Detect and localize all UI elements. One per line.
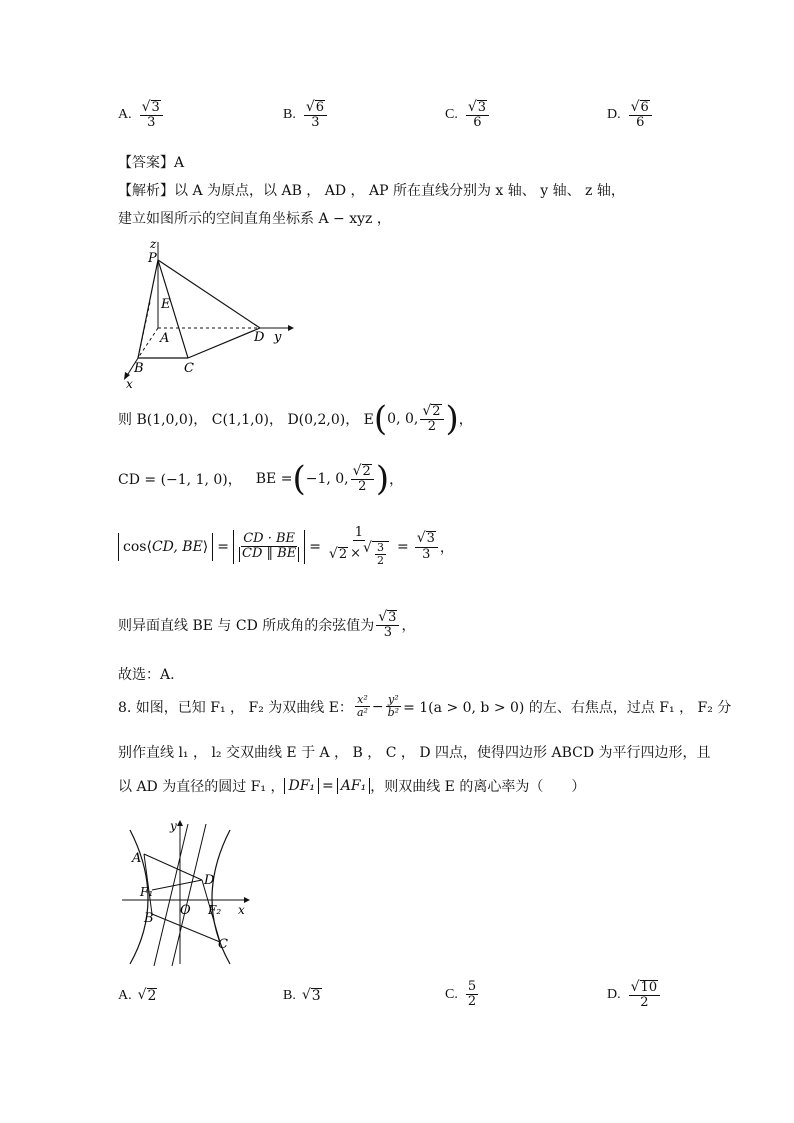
label-f2: F₂	[208, 903, 222, 917]
q8-line-1: 8. 如图，已知 F₁ ， F₂ 为双曲线 E： $\frac{\text{x²}}{\text{a²}}$ − $\frac{\text{y²}}{\text{b²}}$ = 1(a > 0, b > 0) 的左、右焦点，过点 F₁ ， F₂ 分	[118, 693, 732, 720]
label-f1: F₁	[140, 885, 154, 899]
option-label: D.	[607, 107, 621, 123]
q8-option-a: A. √ 2	[118, 987, 157, 1004]
analysis-line-2: 建立如图所示的空间直角坐标系 A − xyz ，	[118, 211, 391, 227]
option-fraction: √ 3 3	[140, 100, 163, 131]
vectors-line: CD = (−1, 1, 0)， BE = ( −1, 0, √ 2 2 ) ，	[118, 459, 404, 499]
option-fraction: √ 6 6	[629, 100, 652, 131]
option-label: C.	[445, 107, 458, 123]
option-fraction: √ 3 6	[466, 100, 489, 131]
label-d: D	[204, 873, 215, 888]
vec-be-prefix: BE =	[255, 471, 293, 487]
analysis-line-1: 【解析】以 A 为原点，以 AB ， AD ， AP 所在直线分别为 x 轴、 y 轴、 z 轴，	[118, 183, 625, 199]
label-d: D	[254, 330, 265, 345]
pyramid-figure	[118, 232, 298, 392]
q7-option-d	[607, 100, 654, 131]
answer-line: 【答案】A	[118, 155, 185, 171]
conclusion-line: 则异面直线 BE 与 CD 所成角的余弦值为 √ 3 3 ，	[118, 609, 416, 641]
q7-option-a	[118, 100, 165, 131]
label-y: y	[274, 330, 282, 345]
coords-line: 则 B(1,0,0)， C(1,1,0)， D(0,2,0)， E ( 0, 0, √ 2 2 ) ，	[118, 399, 473, 439]
q8-option-c: C. $\frac{5}{2}$	[445, 979, 477, 1010]
q7-option-b	[283, 100, 329, 131]
q8-line-2: 别作直线 l₁ ， l₂ 交双曲线 E 于 A ， B ， C ， D 四点，使得四边形 ABCD 为平行四边形，且	[118, 745, 711, 761]
q8-option-d: D. √ 10 2	[607, 980, 662, 1011]
label-c: C	[218, 937, 228, 952]
label-b: B	[134, 361, 144, 376]
label-x: x	[126, 377, 133, 391]
label-a: A	[132, 851, 142, 866]
label-o: O	[180, 903, 191, 918]
label-e: E	[161, 297, 171, 312]
label-c: C	[184, 361, 194, 376]
q8-option-b: B. √ 3	[283, 987, 321, 1004]
q8-line-3: 以 AD 为直径的圆过 F₁ ， DF₁ = AF₁ ，则双曲线 E 的离心率为（ ）	[118, 778, 586, 795]
vec-cd: CD = (−1, 1, 0)，	[118, 472, 242, 488]
option-fraction: √ 6 3	[304, 100, 327, 131]
option-label: A.	[118, 107, 132, 123]
label-p: P	[148, 251, 157, 266]
option-label: B.	[283, 107, 296, 123]
hyperbola-figure	[118, 818, 258, 968]
cosine-line: cos⟨CD, BE⟩ = $\frac{CD \cdot BE}{CD ‖ BE}$ = 1 √ 2 × √ $\frac{3}{2}$ = √ 3 3 ，	[118, 526, 454, 567]
label-y: y	[170, 819, 177, 833]
label-x: x	[238, 903, 245, 917]
label-b: B	[144, 911, 154, 926]
choose-line: 故选：A.	[118, 667, 175, 683]
q7-option-c	[445, 100, 491, 131]
label-z: z	[150, 237, 157, 251]
label-a: A	[160, 331, 170, 346]
